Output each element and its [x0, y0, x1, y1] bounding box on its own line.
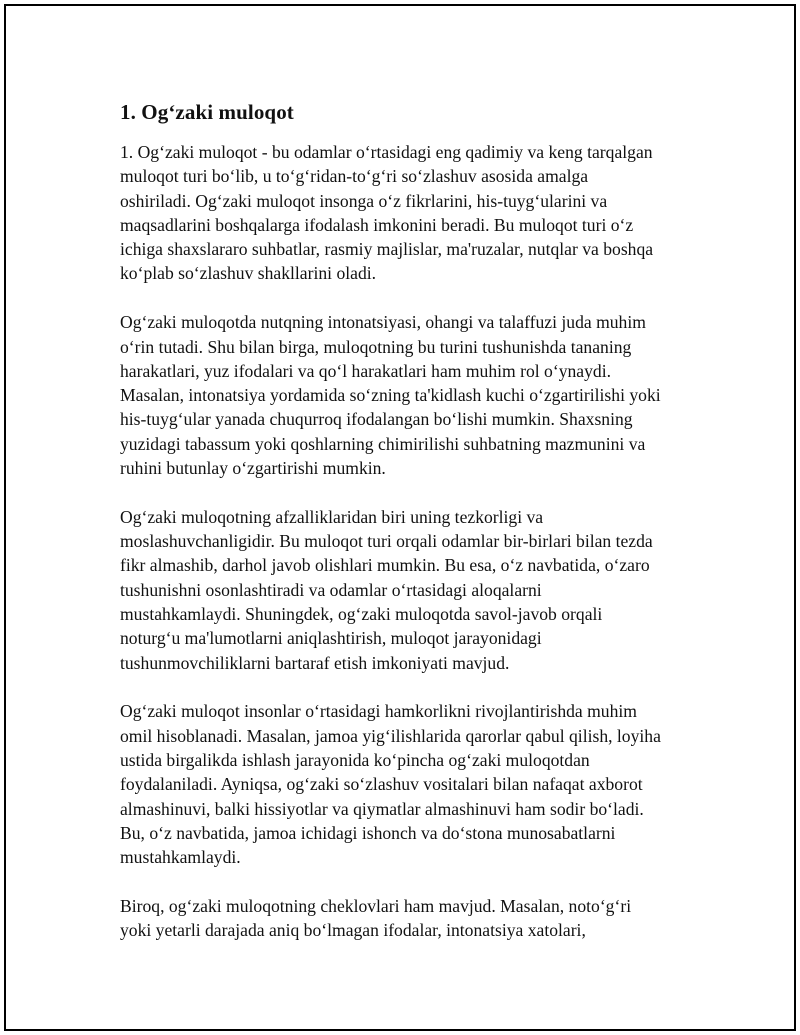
text-line: tushunmovchiliklarni bartaraf etish imkoniyati mavjud.	[120, 652, 510, 673]
text-line: o‘rin tutadi. Shu bilan birga, muloqotning bu turini tushunishda tananing	[120, 336, 632, 357]
text-line: mustahkamlaydi. Shuningdek, og‘zaki muloqotda savol-javob orqali	[120, 604, 603, 625]
text-line: foydalaniladi. Ayniqsa, og‘zaki so‘zlashuv vositalari bilan nafaqat axborot	[120, 774, 643, 795]
text-line: yoki yetarli darajada aniq bo‘lmagan ifodalar, intonatsiya xatolari,	[120, 920, 586, 941]
paragraph-3	[120, 505, 690, 675]
text-line: tushunishni osonlashtiradi va odamlar o‘rtasidagi aloqalarni	[120, 579, 542, 600]
text-line: Masalan, intonatsiya yordamida so‘zning ta'kidlash kuchi o‘zgartirilishi yoki	[120, 385, 661, 406]
paragraph-2	[120, 310, 690, 480]
text-line: omil hisoblanadi. Masalan, jamoa yig‘ilishlarida qarorlar qabul qilish, loyiha	[120, 725, 661, 746]
text-line: almashinuvi, balki hissiyotlar va qiymatlar almashinuvi ham sodir bo‘ladi.	[120, 798, 644, 819]
paragraph-4	[120, 699, 690, 869]
text-line: harakatlari, yuz ifodalari va qo‘l harakatlari ham muhim rol o‘ynaydi.	[120, 360, 611, 381]
text-line: his-tuyg‘ular yanada chuqurroq ifodalangan bo‘lishi mumkin. Shaxsning	[120, 409, 633, 430]
text-line: muloqot turi bo‘lib, u to‘g‘ridan-to‘g‘ri so‘zlashuv asosida amalga	[120, 166, 589, 187]
paragraph-1	[120, 140, 690, 286]
text-line: noturg‘u ma'lumotlarni aniqlashtirish, muloqot jarayonidagi	[120, 628, 542, 649]
text-line: Biroq, og‘zaki muloqotning cheklovlari ham mavjud. Masalan, noto‘g‘ri	[120, 896, 632, 917]
text-line: Og‘zaki muloqot insonlar o‘rtasidagi hamkorlikni rivojlantirishda muhim	[120, 701, 637, 722]
text-line: fikr almashib, darhol javob olishlari mumkin. Bu esa, o‘z navbatida, o‘zaro	[120, 555, 650, 576]
section-heading: 1. Og‘zaki muloqot	[120, 100, 294, 124]
text-line: oshiriladi. Og‘zaki muloqot insonga o‘z fikrlarini, his-tuyg‘ularini va	[120, 190, 608, 211]
text-line: Bu, o‘z navbatida, jamoa ichidagi ishonch va do‘stona munosabatlarni	[120, 822, 616, 843]
text-line: 1. Og‘zaki muloqot - bu odamlar o‘rtasidagi eng qadimiy va keng tarqalgan	[120, 142, 653, 162]
page-frame	[4, 4, 796, 1031]
text-line: mustahkamlaydi.	[120, 847, 241, 868]
text-line: ruhini butunlay o‘zgartirishi mumkin.	[120, 458, 386, 479]
paragraph-5	[120, 894, 690, 943]
text-line: ustida birgalikda ishlash jarayonida ko‘pincha og‘zaki muloqotdan	[120, 750, 590, 771]
text-line: yuzidagi tabassum yoki qoshlarning chimirilishi suhbatning mazmunini va	[120, 433, 646, 454]
text-line: ko‘plab so‘zlashuv shakllarini oladi.	[120, 263, 377, 284]
document-body	[120, 98, 690, 967]
text-line: Og‘zaki muloqotning afzalliklaridan biri uning tezkorligi va	[120, 506, 544, 527]
text-line: moslashuvchanligidir. Bu muloqot turi orqali odamlar bir-birlari bilan tezda	[120, 531, 653, 552]
text-line: ichiga shaxslararo suhbatlar, rasmiy majlislar, ma'ruzalar, nutqlar va boshqa	[120, 239, 654, 260]
text-line: maqsadlarini boshqalarga ifodalash imkonini beradi. Bu muloqot turi o‘z	[120, 214, 634, 235]
text-line: Og‘zaki muloqotda nutqning intonatsiyasi, ohangi va talaffuzi juda muhim	[120, 312, 646, 333]
